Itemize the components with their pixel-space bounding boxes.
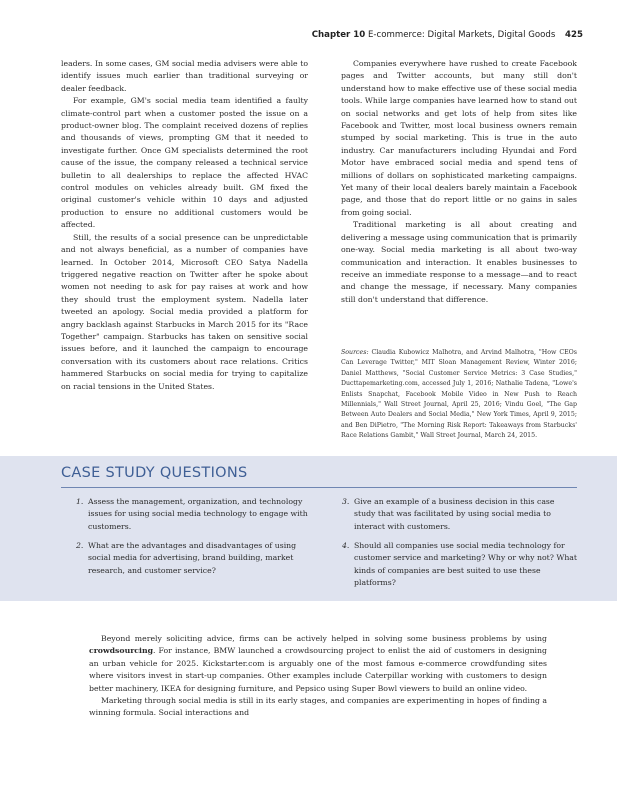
page-number: 425: [565, 30, 583, 40]
key-term: crowdsourcing: [89, 646, 154, 656]
paragraph: Companies everywhere have rushed to create Facebook pages and Twitter accounts, but many still don't understand how to make effective use of these social media tools. While large companies have learned how to stand out on social networks and get lots of help from sites like Facebook and Twitter, most local business owners remain stumped by social marketing. This is true in the auto industry. Car manufacturers including Hyundai and Ford Motor have embraced social media and spend tens of millions of dollars on sophisticated marketing campaigns. Yet many of their local dealers barely maintain a Facebook page, and those that do report little or no gains in sales from going social.: [341, 59, 577, 217]
case-study-title: CASE STUDY QUESTIONS: [61, 465, 248, 481]
question-item: [76, 496, 308, 533]
question-item: [342, 496, 578, 533]
paragraph: For example, GM's social media team identified a faulty climate-control part when a customer posted the issue on a product-owner blog. The complaint received dozens of replies and thousands of views, prompting GM that it needed to investigate further. Once GM specialists determined the root cause of the issue, the company released a technical service bulletin to all dealerships to replace the affected HVAC control modules on vehicles already built. GM fixed the original customer's vehicle within 10 days and adjusted production to ensure no additional customers would be affected.: [61, 96, 308, 230]
paragraph-text: . For instance, BMW launched a crowdsourcing project to enlist the aid of customers in designing an urban vehicle for 2025. Kickstarter.com is arguably one of the most famous e-commerce crowdfunding sites where visitors invest in start-up companies. Other examples include Caterpillar working with customers to design better machinery, IKEA for designing furniture, and Pepsico using Super Bowl viewers to build an online video.: [89, 646, 547, 693]
sources-note: [341, 348, 577, 442]
right-column: [341, 58, 577, 306]
question-item: [76, 540, 308, 577]
running-header: [40, 30, 583, 40]
question-text: What are the advantages and disadvantages of using social media for advertising, brand building, market research, and customer service?: [88, 541, 297, 575]
question-number: 2.: [76, 541, 84, 550]
left-column: [61, 58, 308, 393]
paragraph: [89, 633, 547, 695]
question-text: Should all companies use social media technology for customer service and marketing? Why or why not? What kinds of companies are best suited to use these platforms?: [354, 541, 578, 588]
chapter-title: E-commerce: Digital Markets, Digital Goods: [367, 30, 556, 40]
question-text: Assess the management, organization, and technology issues for using social media technology to engage with customers.: [88, 497, 308, 531]
question-number: 4.: [342, 541, 350, 550]
chapter-label: Chapter 10: [311, 30, 366, 40]
paragraph: Marketing through social media is still in its early stages, and companies are experimenting in hopes of finding a winning formula. Social interactions and: [89, 696, 547, 718]
sources-label: Sources:: [341, 349, 369, 356]
lower-body-text: [89, 633, 547, 720]
question-number: 3.: [342, 497, 350, 506]
question-item: [342, 540, 578, 590]
question-text: Give an example of a business decision in this case study that was facilitated by using social media to interact with customers.: [354, 497, 555, 531]
question-number: 1.: [76, 497, 84, 506]
sources-text: Claudia Kubowicz Malhotra, and Arvind Malhotra, "How CEOs Can Leverage Twitter," MIT Sloan Management Review, Winter 2016; Daniel Matthews, "Social Customer Service Metrics: 3 Case Studies," Ducttapemarketing.com, accessed July 1, 2016; Nathalie Tadena, "Lowe's Enlists Snapchat, Facebook Mobile Video in New Push to Reach Millennials," Wall Street Journal, April 25, 2016; Vindu Goel, "The Gap Between Auto Dealers and Social Media," New York Times, April 9, 2015; and Ben DiPietro, "The Morning Risk Report: Takeaways from Starbucks' Race Relations Gambit," Wall Street Journal, March 24, 2015.: [341, 349, 577, 440]
paragraph: Traditional marketing is all about creating and delivering a message using communication that is primarily one-way. Social media marketing is all about two-way communication and interaction. It enables businesses to receive an immediate response to a message—and to react and change the message, if necessary. Many companies still don't understand that difference.: [341, 220, 577, 304]
paragraph-text: Beyond merely soliciting advice, firms can be actively helped in solving some business problems by using: [101, 634, 547, 643]
paragraph: leaders. In some cases, GM social media advisers were able to identify issues much earlier than traditional surveying or dealer feedback.: [61, 59, 308, 93]
case-study-divider: [61, 487, 577, 488]
paragraph: Still, the results of a social presence can be unpredictable and not always beneficial, as a number of companies have learned. In October 2014, Microsoft CEO Satya Nadella triggered negative reaction on Twitter after he spoke about women not needing to ask for pay raises at work and how they should trust the employment system. Nadella later tweeted an apology. Social media provided a platform for angry backlash against Starbucks in March 2015 for its "Race Together" campaign. Starbucks has taken on sensitive social issues before, and it launched the campaign to encourage conversation with its customers about race relations. Critics hammered Starbucks on social media for trying to capitalize on racial tensions in the United States.: [61, 232, 308, 391]
